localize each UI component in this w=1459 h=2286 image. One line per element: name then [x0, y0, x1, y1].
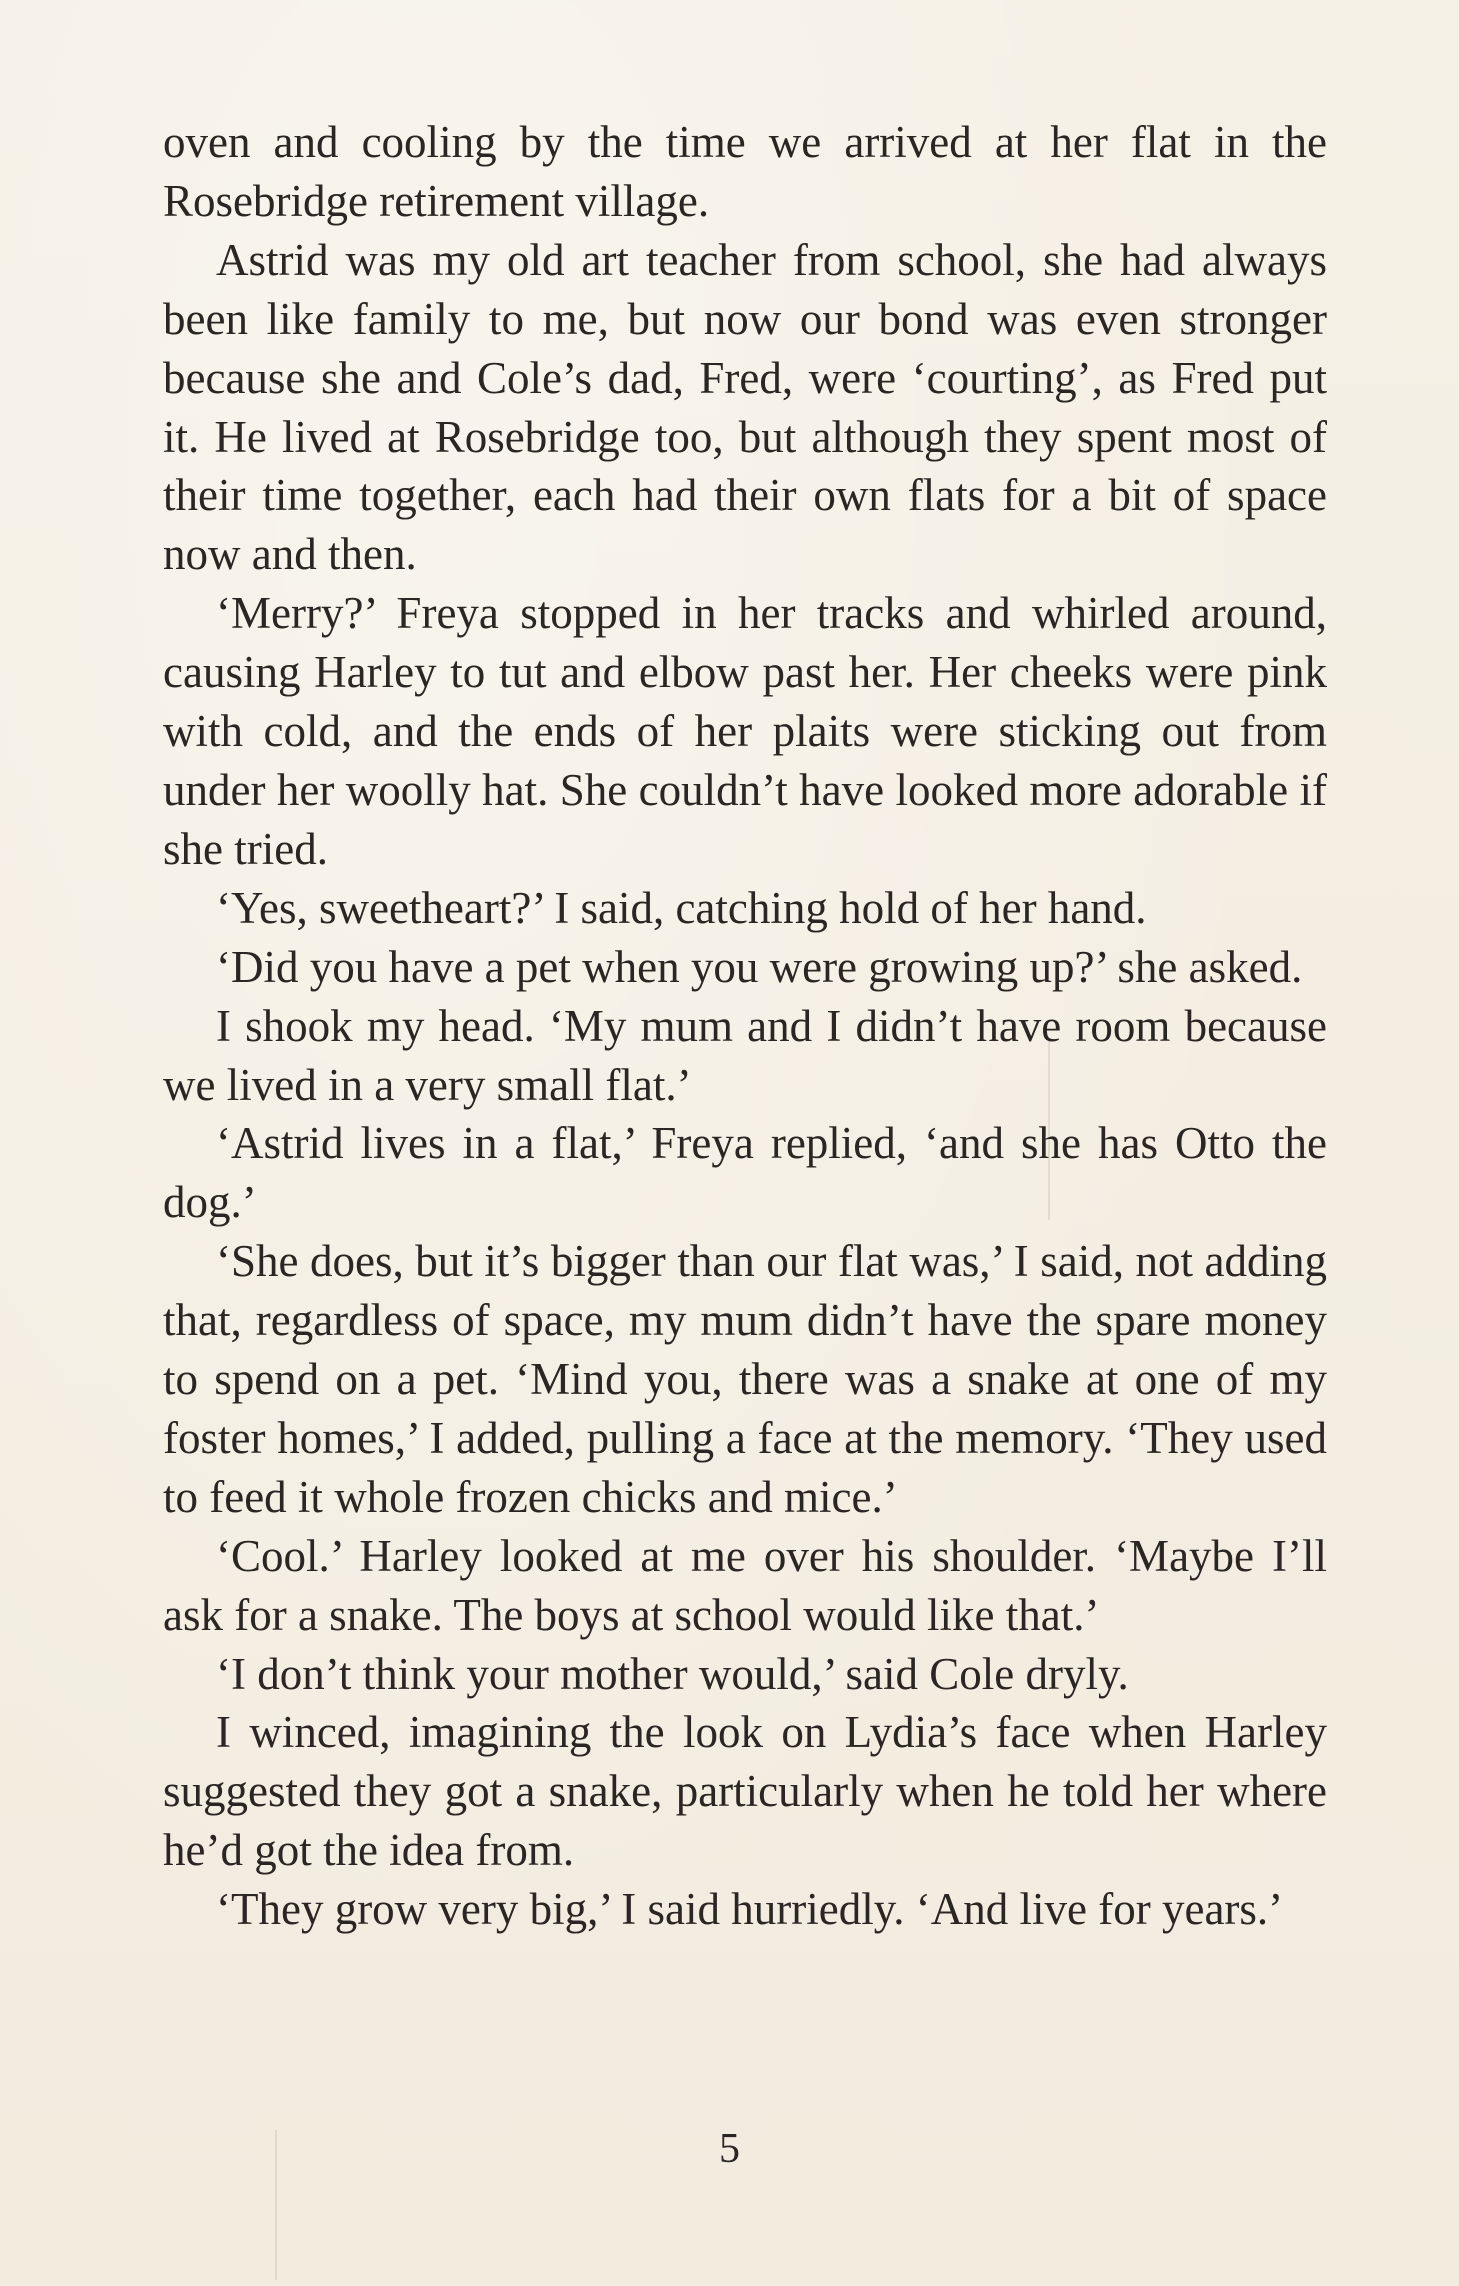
paragraph: I shook my head. ‘My mum and I didn’t have room because we lived in a very small flat.’ [163, 1000, 1327, 1110]
paragraph: ‘Merry?’ Freya stopped in her tracks and whirled around, causing Harley to tut and elbow past her. Her cheeks were pink with cold, and the ends of her plaits were sticking out from under her woolly hat. She couldn’t have looked more adorable if she tried. [163, 588, 1327, 874]
paragraph: ‘Cool.’ Harley looked at me over his shoulder. ‘Maybe I’ll ask for a snake. The boys at school would like that.’ [163, 1530, 1327, 1640]
page-number: 5 [719, 2126, 740, 2172]
paragraph: ‘I don’t think your mother would,’ said Cole dryly. [216, 1648, 1129, 1699]
paragraph: ‘They grow very big,’ I said hurriedly. ‘And live for years.’ [216, 1884, 1284, 1935]
paragraph: ‘Astrid lives in a flat,’ Freya replied, ‘and she has Otto the dog.’ [163, 1118, 1327, 1228]
paragraph: ‘Yes, sweetheart?’ I said, catching hold of her hand. [216, 882, 1147, 933]
paragraph: ‘She does, but it’s bigger than our flat was,’ I said, not adding that, regardless of space, my mum didn’t have the spare money to spend on a pet. ‘Mind you, there was a snake at one of my foster homes,’ I added, pulling a face at the memory. ‘They used to feed it whole frozen chicks and mice.’ [163, 1236, 1327, 1522]
paragraph: Astrid was my old art teacher from school, she had always been like family to me, but now our bond was even stronger because she and Cole’s dad, Fred, were ‘courting’, as Fred put it. He lived at Rosebridge too, but although they spent most of their time together, each had their own flats for a bit of space now and then. [163, 234, 1327, 580]
paragraph: oven and cooling by the time we arrived at her flat in the Rosebridge retirement village. [163, 117, 1327, 226]
body-text [163, 113, 1327, 1939]
paragraph: I winced, imagining the look on Lydia’s face when Harley suggested they got a snake, particularly when he told her where he’d got the idea from. [163, 1707, 1327, 1876]
paragraph: ‘Did you have a pet when you were growing up?’ she asked. [216, 941, 1303, 992]
